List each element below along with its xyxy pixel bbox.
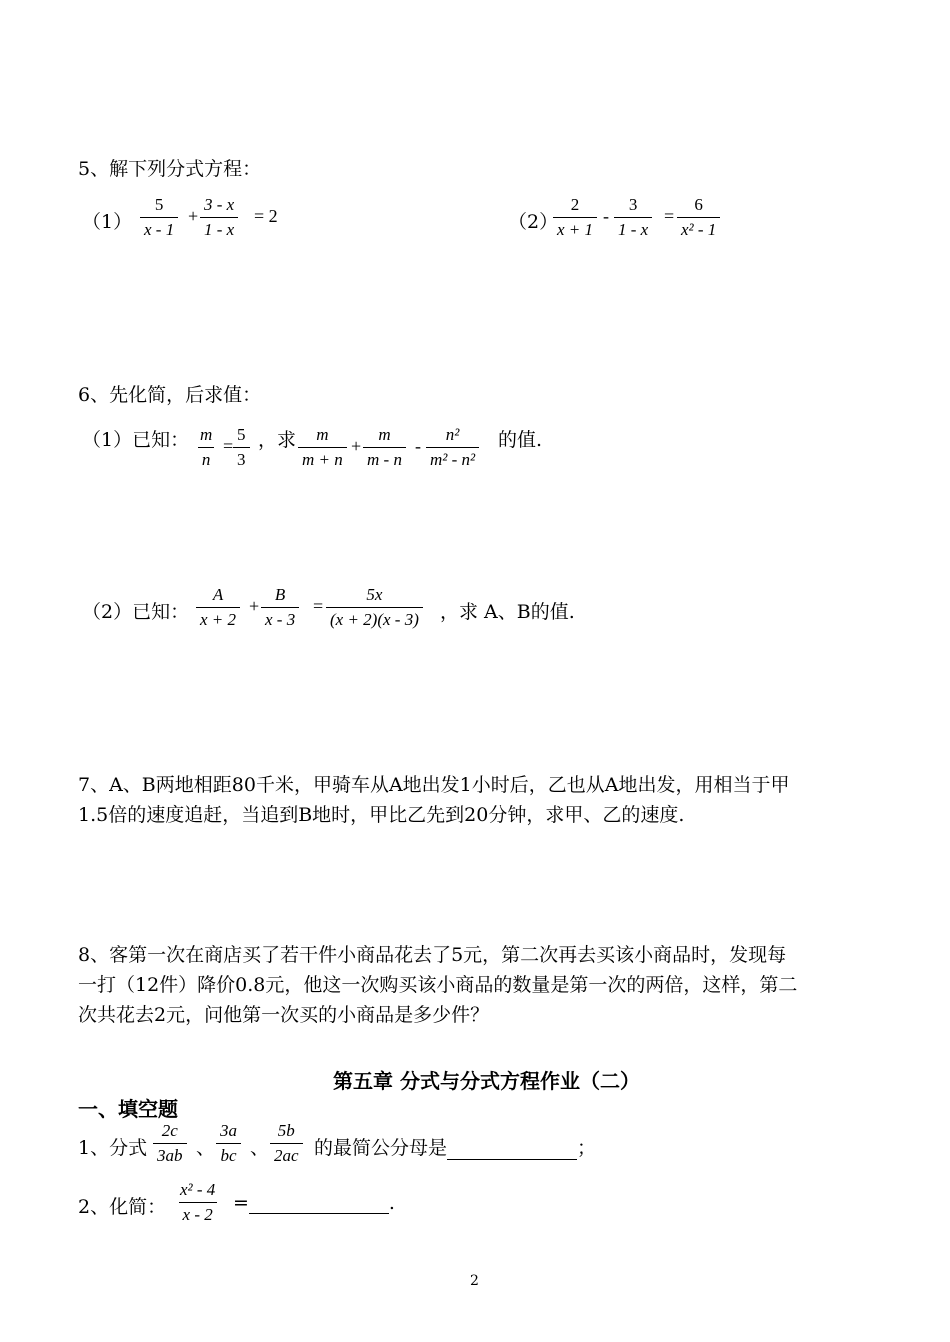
q6-part2-prefix: （2）已知： bbox=[82, 601, 190, 623]
q5-heading: 5、解下列分式方程： bbox=[78, 158, 262, 180]
q7-line-2: 1.5倍的速度追赶，当追到B地时，甲比乙先到20分钟，求甲、乙的速度. bbox=[78, 804, 685, 826]
fill1-fraction-a: $\frac{2c}{3ab}$ bbox=[153, 1121, 187, 1166]
fill1-answer-blank[interactable] bbox=[447, 1139, 577, 1160]
section-title: 一、填空题 bbox=[78, 1097, 178, 1121]
q6-p1-expr-fraction-1: $\frac{m}{m + n}$ bbox=[298, 425, 347, 470]
q8-line-3: 次共花去2元，问他第一次买的小商品是多少件？ bbox=[78, 1004, 490, 1026]
q5-p2-fraction-1: $\frac{2}{x + 1}$ bbox=[553, 195, 597, 240]
q6-p2-fraction-1: $\frac{A}{x + 2}$ bbox=[196, 585, 240, 630]
fill2-fraction: $\frac{\text{x² - 4}}{x - 2}$ bbox=[180, 1180, 216, 1224]
q5-p1-fraction-1: $\frac{5}{x - 1}$ bbox=[140, 195, 178, 240]
q6-p2-fraction-3: $\frac{5x}{(x + 2)(x - 3)}$ bbox=[326, 585, 423, 630]
q6-p1-expr-fraction-3: $\frac{\text{n²}}{\text{m² - n²}}$ bbox=[426, 425, 479, 470]
fill2-answer-blank[interactable] bbox=[249, 1193, 389, 1214]
fill2-answer: = . bbox=[233, 1192, 395, 1214]
q6-p2-suffix: ，求 A、B的值. bbox=[440, 601, 575, 623]
q6-p1-ask: ，求 bbox=[258, 429, 297, 451]
q8-line-2: 一打（12件）降价0.8元，他这一次购买该小商品的数量是第一次的两倍，这样，第二 bbox=[78, 974, 798, 996]
q6-heading: 6、先化简，后求值： bbox=[78, 384, 262, 406]
q5-p2-fraction-2: $\frac{3}{1 - x}$ bbox=[614, 195, 652, 240]
q6-p1-condition-fraction: $\frac{m}{n}$ bbox=[196, 425, 216, 470]
fill1-prefix: 1、分式 bbox=[78, 1137, 148, 1159]
q6-p1-plus: + bbox=[351, 436, 362, 456]
q5-p2-fraction-3: $\frac{6}{\text{x² - 1}}$ bbox=[677, 195, 720, 240]
q7-line-1: 7、A、B两地相距80千米，甲骑车从A地出发1小时后，乙也从A地出发，用相当于甲 bbox=[78, 774, 790, 796]
q6-part1-prefix: （1）已知： bbox=[82, 429, 190, 451]
q6-p2-plus: + bbox=[249, 596, 260, 616]
q6-p1-condition-value: $\frac{5}{3}$ bbox=[233, 425, 250, 470]
q5-part1-label: （1） bbox=[82, 211, 133, 233]
q6-p1-minus: - bbox=[415, 436, 421, 456]
q6-p2-equals: = bbox=[313, 596, 324, 616]
fill1-fraction-b: $\frac{3a}{bc}$ bbox=[216, 1121, 241, 1166]
q5-p2-minus: - bbox=[603, 206, 609, 226]
q6-p1-condition-equals: = bbox=[223, 436, 234, 456]
chapter-title: 第五章 分式与分式方程作业（二） bbox=[333, 1069, 640, 1093]
q5-p2-equals: = bbox=[664, 206, 675, 226]
fill1-suffix: 的最简公分母是 ； bbox=[314, 1137, 597, 1159]
fill1-separator-1: 、 bbox=[196, 1137, 216, 1159]
fill2-prefix: 2、化简： bbox=[78, 1196, 167, 1218]
fill1-fraction-c: $\frac{5b}{2ac}$ bbox=[270, 1121, 303, 1166]
q5-p1-plus: + bbox=[188, 206, 199, 226]
q5-p1-fraction-2: $\frac{3 - x}{1 - x}$ bbox=[200, 195, 238, 240]
q6-p1-expr-fraction-2: $\frac{m}{m - n}$ bbox=[363, 425, 406, 470]
fill1-separator-2: 、 bbox=[250, 1137, 270, 1159]
q8-line-1: 8、客第一次在商店买了若干件小商品花去了5元，第二次再去买该小商品时，发现每 bbox=[78, 944, 787, 966]
page-number: 2 bbox=[470, 1273, 479, 1289]
q5-p1-rhs: = 2 bbox=[254, 206, 278, 226]
q6-p2-fraction-2: $\frac{B}{x - 3}$ bbox=[261, 585, 299, 630]
q5-part2-label: （2） bbox=[508, 211, 559, 233]
q6-p1-suffix: 的值. bbox=[498, 429, 543, 451]
